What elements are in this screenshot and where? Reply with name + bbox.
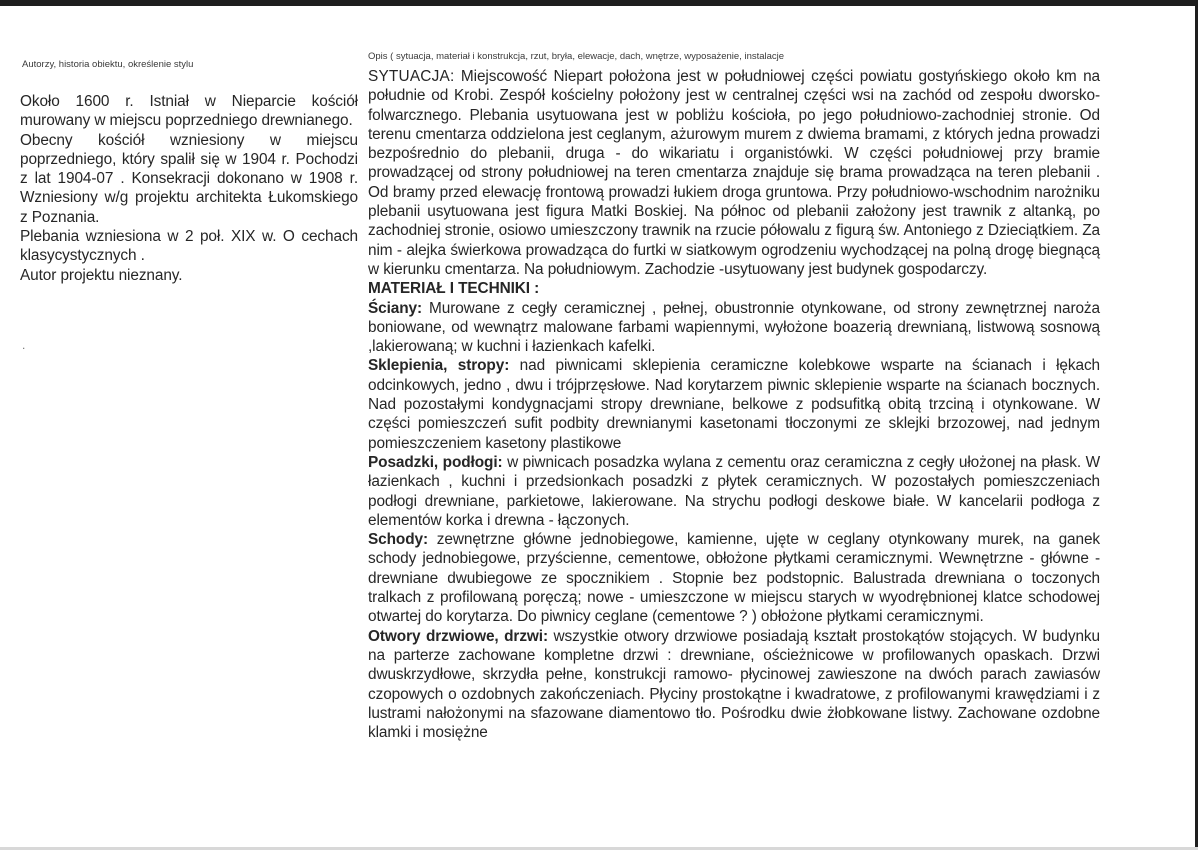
left-paragraph-3: Plebania wzniesiona w 2 poł. XIX w. O cechach klasycystycznych .: [20, 228, 358, 265]
section-walls-text: Murowane z cegły ceramicznej , pełnej, obustronnie otynkowane, od strony zewnętrznej naroża boniowane, od wewnątrz malowane farbami wapiennymi, wyłożone boazerią drewnianą, listwową sosnową ,lakierowaną; w kuchni i łazienkach kafelki.: [368, 299, 1100, 356]
section-floors-text: w piwnicach posadzka wylana z cementu oraz ceramiczna z cegły ułożonej na płask. W łazienkach , kuchni i przedsionkach posadzki z płytek ceramicznych. W pozostałych pomieszczeniach podłogi drewniane, parkietowe, lakierowane. Na strychu podłogi deskowe białe. W kancelarii podłoga z elementów korka i drewna - łączonych.: [368, 453, 1100, 529]
right-column-heading: Opis ( sytuacja, materiał i konstrukcja, rzut, bryła, elewacje, dach, wnętrze, wyposażenie, instalacje: [368, 51, 785, 62]
left-column-text: [20, 92, 358, 285]
section-stairs-text: zewnętrzne główne jednobiegowe, kamienne, ujęte w ceglany otynkowany murek, na ganek schody jednobiegowe, przyścienne, cementowe, obłożone płytkami ceramicznymi. Wewnętrzne - główne - drewniane dwubiegowe ze spocznikiem . Stopnie bez podstopnic. Balustrada drewniana o toczonych tralkach z profilowaną poręczą; nowe - umieszczone w miejscu starych w wyodrębnionej klatce schodowej otwartej do korytarza. Do piwnicy ceglane (cementowe ? ) obłożone płytkami ceramicznymi.: [368, 531, 1100, 626]
left-column-heading: Autorzy, historia obiektu, określenie stylu: [22, 59, 194, 70]
section-doors-label: Otwory drzwiowe, drzwi:: [368, 627, 548, 645]
situation-text: Miejscowość Niepart położona jest w południowej części powiatu gostyńskiego około km na południe od Krobi. Zespół kościelny położony jest w centralnej części wsi na zachód od zespołu dworsko- folwarcznego. Plebania usytuowana jest w pobliżu kościoła, po jego południowo-zachodniej stronie. Od terenu cmentarza oddzielona jest ceglanym, ażurowym murem z dwiema bramami, z których jedna prowadzi bezpośrednio do plebanii, druga - do wikariatu i organistówki. W części południowej przy bramie prowadzącej od strony południowej na teren cmentarza znajduje się brama prowadząca na teren plebanii . Od bramy przed elewację frontową prowadzi łukiem droga gruntowa. Przy południowo-wschodnim narożniku plebanii usytuowana jest figura Matki Boskiej. Na północ od plebanii założony jest trawnik z altanką, po zachodniej stronie, osiowo umieszczony trawnik na rzucie półowalu z figurą św. Antoniego z Dzieciątkiem. Za nim - alejka świerkowa prowadząca do furtki w siatkowym ogrodzeniu wychodzącej na polną drogę biegnącą w kierunku cmentarza. Na południowym. Zachodzie -usytuowany jest budynek gospodarczy.: [368, 68, 1100, 278]
section-walls-label: Ściany:: [368, 299, 423, 317]
section-vaults-text: nad piwnicami sklepienia ceramiczne kolebkowe wsparte na ścianach i łękach odcinkowych, jedno , dwu i trójprzęsłowe. Nad korytarzem piwnic sklepienie wsparte na ścianach bocznych. Nad pozostałymi kondygnacjami stropy drewniane, belkowe z podsufitką obitą trzciną i otynkowane. W części pomieszczeń sufit podbity drewnianymi kasetonami tłoczonymi ze sklejki brzozowej, nad jednym pomieszczeniem kasetony plastikowe: [368, 357, 1101, 452]
section-floors-label: Posadzki, podłogi:: [368, 453, 503, 471]
section-stairs-label: Schody:: [368, 531, 429, 549]
left-paragraph-4: Autor projektu nieznany.: [20, 266, 183, 284]
materials-heading-label: MATERIAŁ I TECHNIKI :: [368, 280, 540, 298]
situation-paragraph: [368, 67, 1100, 279]
left-paragraph-1: Około 1600 r. Istniał w Nieparcie kościół murowany w miejscu poprzedniego drewnianego.: [20, 93, 358, 130]
section-stairs: [368, 530, 1100, 626]
materials-heading: [368, 279, 1100, 298]
left-column-mark: .: [22, 338, 26, 352]
situation-label: SYTUACJA:: [368, 68, 455, 85]
section-doors: [368, 627, 1100, 743]
section-walls: [368, 299, 1100, 357]
section-doors-text: wszystkie otwory drzwiowe posiadają kształt prostokątów stojących. W budynku na parterze zachowane kompletne drzwi : drewniane, ościeżnicowe w profilowanych opaskach. Drzwi dwuskrzydłowe, skrzydła pełne, konstrukcji ramowo- płycinowej zawieszone na dwóch parach zawiasów czopowych o ozdobnych zakończeniach. Płyciny prostokątne i kwadratowe, z profilowanymi krawędziami i z lustrami nałożonymi na sfazowane diamentowo tło. Pośrodku dwie żłobkowane listwy. Zachowane ozdobne klamki i mosiężne: [368, 627, 1100, 742]
section-vaults-label: Sklepienia, stropy:: [368, 357, 510, 375]
scan-frame-top: [0, 0, 1198, 6]
section-vaults: [368, 356, 1100, 452]
left-paragraph-2: Obecny kościół wzniesiony w miejscu poprzedniego, który spalił się w 1904 r. Pochodzi z lat 1904-07 . Konsekracji dokonano w 1908 r. Wzniesiony w/g projektu architekta Łukomskiego z Poznania.: [20, 131, 358, 226]
right-column-text: [368, 67, 1100, 742]
section-floors: [368, 453, 1100, 530]
